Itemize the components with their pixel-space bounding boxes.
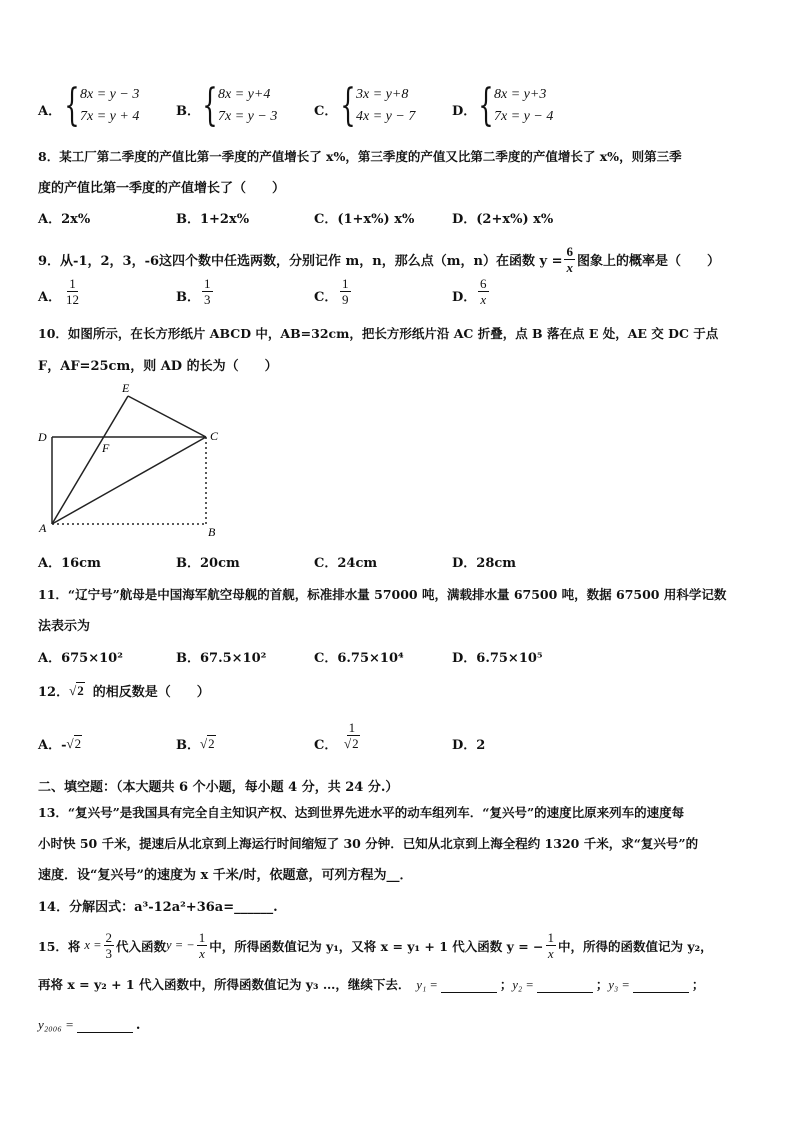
q15-line2a: 再将 x = y₂ + 1 代入函数中，所得函数值记为 y₃ …，继续下去． [38,977,411,992]
brace-icon: { [64,80,80,131]
q15-p3: 中，所得函数值记为 y₁，又将 x = y₁ + 1 代入函数 y = − [209,938,544,954]
q15-d1: 3 [105,946,113,961]
label-c: C [210,429,219,443]
label-a: A [39,521,47,535]
segment-ac [52,437,206,524]
q13-line1: 13．“复兴号”是我国具有完全自主知识产权、达到世界先进水平的动车组列车．“复兴号”的速度比原来列车的速度每 [38,805,685,820]
q15-n2: 1 [198,930,206,945]
brace-icon: { [202,80,218,131]
q12-option-d: D．2 [452,738,486,753]
q15-y1-blank[interactable] [441,992,497,993]
q7-d-eq1: 8x = y+3 [494,87,547,102]
q15-sep3: ； [691,977,705,992]
label-f: F [102,441,110,455]
q9-option-a-letter: A． [38,290,62,305]
q8-line1: 8．某工厂第二季度的产值比第一季度的产值增长了 x%，第三季度的产值又比第二季度的产值增长了 x%，则第三季 [38,149,682,164]
q11-line2: 法表示为 [38,619,91,634]
q15-d3: x [547,946,554,961]
q15-xeq: x = [84,938,102,952]
q12-b-letter: B． [176,738,200,753]
q8-line2: 度的产值比第一季度的产值增长了（ ） [38,181,286,196]
label-b: B [208,525,216,539]
q12-option-b: B． √2 [176,735,215,753]
q7-c-eq2: 4x = y − 7 [356,109,416,124]
q14-line: 14．分解因式：a³-12a²+36a=______. [38,900,278,915]
brace-icon: { [340,80,356,131]
q10-figure [30,378,230,540]
q11-option-d: D．6.75×10⁵ [452,651,543,666]
q7-a-eq2: 7x = y + 4 [80,109,140,124]
q12-b-radicand: 2 [208,735,215,751]
q10-option-b: B．20cm [176,556,240,571]
q9-option-c-frac [340,276,351,307]
q15-end: . [135,1018,141,1033]
q11-option-b: B．67.5×10² [176,651,267,666]
segment-ec [128,396,206,437]
q8-option-c: C．(1+x%) x% [314,212,415,227]
q10-option-d: D．28cm [452,556,517,571]
q9-option-b-frac [202,276,213,307]
q15-y2006-blank[interactable] [77,1032,133,1033]
q12-line [38,681,210,700]
q12-a-letter: A．- [38,738,67,753]
q8-option-b: B．1+2x% [176,212,250,227]
q15-y2-blank[interactable] [537,992,593,993]
q9-func-den: x [566,260,573,275]
q15-frac1 [104,930,115,961]
q9-a-num: 1 [69,276,76,291]
section-2-heading: 二、填空题：（本大题共 6 个小题，每小题 4 分，共 24 分.） [38,780,399,795]
q7-d-eq2: 7x = y − 4 [494,109,554,124]
q9-b-den: 3 [204,292,211,307]
q9-b-num: 1 [204,276,211,291]
q12-option-c-frac: $\frac{1}{√2}$ [344,720,359,751]
q9-c-num: 1 [342,276,349,291]
q15-line3 [38,1017,140,1033]
q7-option-a-letter: A． [38,104,62,119]
q7-option-c-letter: C． [314,104,338,119]
q13-line2: 小时快 50 千米，提速后从北京到上海运行时间缩短了 30 分钟．已知从北京到上海全程约 1320 千米，求“复兴号”的 [38,836,699,851]
label-d: D [38,430,47,444]
q15-line1 [38,930,713,961]
q9-a-den: 12 [66,292,79,307]
q12-option-c-letter: C． [314,738,338,753]
q15-line2 [38,975,704,993]
q15-y2006-label: y₂₀₀₆ = [38,1017,74,1032]
q9-text-a: 9．从-1，2，3，-6这四个数中任选两数，分别记作 m，n，那么点（m，n）在函数 y = [38,254,563,269]
q12-radicand: 2 [77,682,84,698]
q9-option-d-letter: D． [452,290,477,305]
q15-p1: 15．将 [38,938,81,954]
q15-y1-label: y₁ = [416,978,438,992]
q9-line [38,244,720,275]
q15-sep1: ； [499,977,513,992]
q11-option-c: C．6.75×10⁴ [314,651,404,666]
q15-y2-label: y₂ = [512,978,534,992]
q15-y3-blank[interactable] [633,992,689,993]
q15-yeq: y = − [166,938,195,952]
q7-option-d-letter: D． [452,104,477,119]
q15-frac2 [197,930,208,961]
q15-p2: 代入函数 [116,938,167,954]
q12-option-a: A．- √2 [38,735,82,753]
q7-a-eq1: 8x = y − 3 [80,87,140,102]
q15-sep2: ； [595,977,609,992]
q10-line1: 10．如图所示，在长方形纸片 ABCD 中，AB=32cm，把长方形纸片沿 AC 折叠，点 B 落在点 E 处，AE 交 DC 于点 [38,326,719,341]
q10-option-a: A．16cm [38,556,101,571]
q9-d-num: 6 [480,276,487,291]
q15-y3-label: y₃ = [608,978,630,992]
q7-option-a-system [58,80,140,131]
q10-option-c: C．24cm [314,556,378,571]
q7-option-b-letter: B． [176,104,200,119]
brace-icon: { [478,80,494,131]
q9-option-c-letter: C． [314,290,338,305]
q9-text-b: 图象上的概率是（ ） [576,254,720,269]
q9-option-a-frac [64,276,81,307]
q7-c-eq1: 3x = y+8 [356,87,409,102]
q12-suffix: 的相反数是（ ） [92,685,210,700]
q9-option-b-letter: B． [176,290,200,305]
q9-c-den: 9 [342,292,349,307]
q9-func-num: 6 [566,244,573,259]
q7-b-eq2: 7x = y − 3 [218,109,278,124]
q13-line3: 速度．设“复兴号”的速度为 x 千米/时，依题意，可列方程为__． [38,868,413,883]
label-e: E [122,381,130,395]
q12-c-radicand: 2 [352,736,359,751]
q11-option-a: A．675×10² [38,651,123,666]
segment-ae [52,396,128,524]
q15-n3: 1 [547,930,555,945]
q15-d2: x [199,946,205,961]
q9-option-d-frac [478,276,489,307]
q10-line2: F，AF=25cm，则 AD 的长为（ ） [38,359,278,374]
q8-option-d: D．(2+x%) x% [452,212,554,227]
q9-func-fraction [564,244,575,275]
q15-p4: 中，所得的函数值记为 y₂， [558,938,713,954]
q7-b-eq1: 8x = y+4 [218,87,271,102]
q9-d-den: x [480,292,487,307]
q12-a-radicand: 2 [74,735,82,751]
q11-line1: 11．“辽宁号”航母是中国海军航空母舰的首舰，标准排水量 57000 吨，满载排水量 67500 吨，数据 67500 用科学记数 [38,587,727,602]
q7-option-c-system [334,80,416,131]
q15-frac3 [546,930,557,961]
q7-option-d-system [472,80,554,131]
q8-option-a: A．2x% [38,212,91,227]
q15-n1: 2 [105,930,113,945]
q7-option-b-system [196,80,278,131]
q12-sqrt: √2 [69,682,84,698]
q12-c-num: 1 [348,720,356,735]
q12-prefix: 12． [38,685,70,700]
